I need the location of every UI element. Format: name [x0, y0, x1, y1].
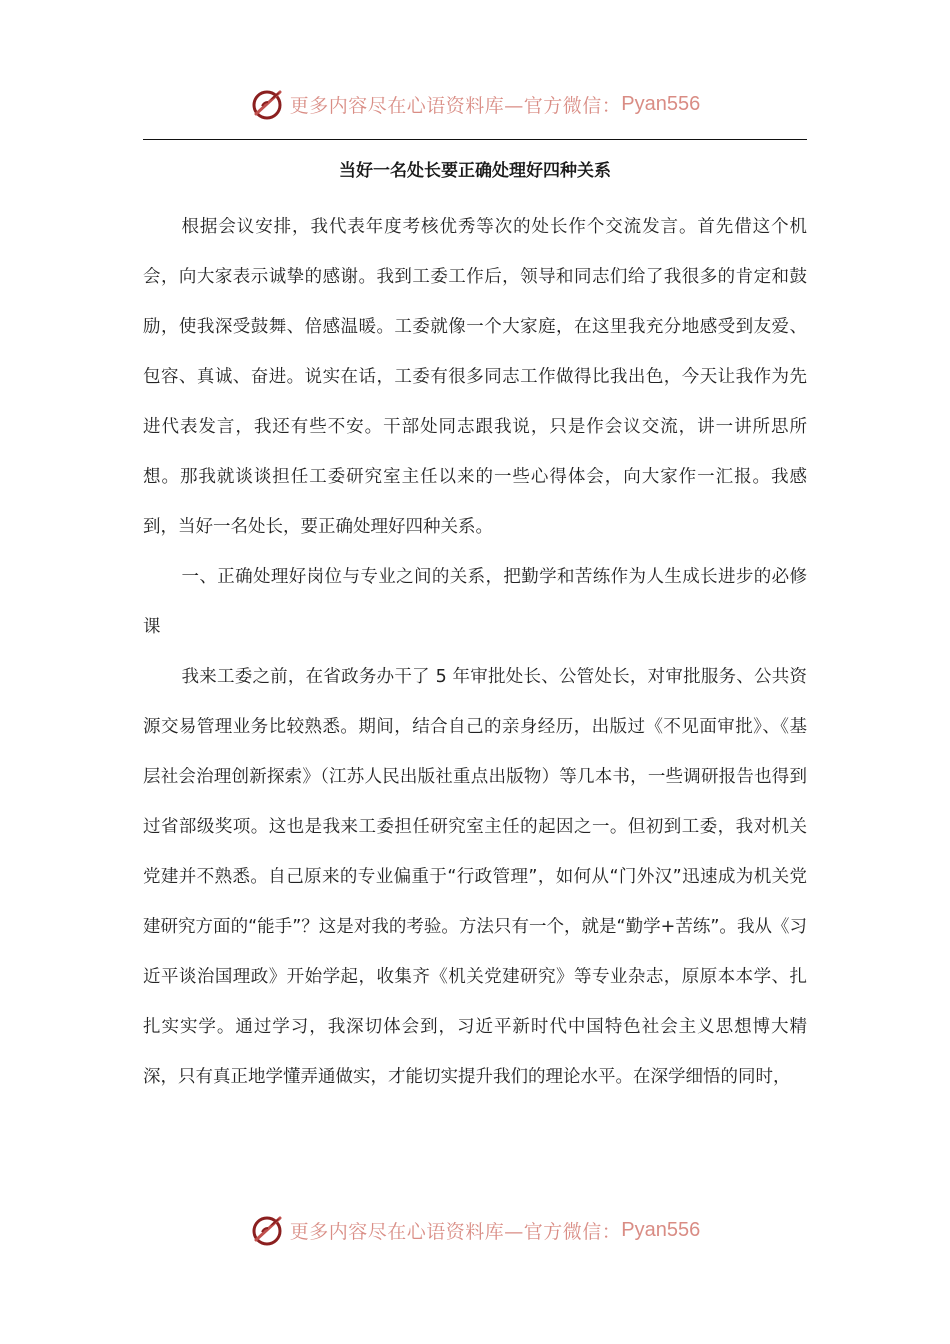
header-banner — [0, 82, 950, 126]
quill-pen-logo-icon — [250, 1212, 286, 1248]
footer-banner — [0, 1208, 950, 1252]
header-banner-text: 更多内容尽在心语资料库—官方微信： — [289, 94, 622, 117]
quill-pen-logo-icon — [250, 86, 286, 122]
document-title: 当好一名处长要正确处理好四种关系 — [339, 161, 611, 181]
footer-wechat-id: Pyan556 — [621, 1218, 701, 1241]
header-wechat-id: Pyan556 — [621, 92, 701, 115]
section-heading-1: 一、正确处理好岗位与专业之间的关系，把勤学和苦练作为人生成长进步的必修课 — [143, 567, 807, 637]
document-body — [143, 202, 807, 1102]
footer-banner-text: 更多内容尽在心语资料库—官方微信： — [289, 1220, 622, 1243]
paragraph-intro: 根据会议安排，我代表年度考核优秀等次的处长作个交流发言。首先借这个机会，向大家表示诚挚的感谢。我到工委工作后，领导和同志们给了我很多的肯定和鼓励，使我深受鼓舞、倍感温暖。工委就像一个大家庭，在这里我充分地感受到友爱、包容、真诚、奋进。说实在话，工委有很多同志工作做得比我出色，今天让我作为先进代表发言，我还有些不安。干部处同志跟我说，只是作会议交流，讲一讲所思所想。那我就谈谈担任工委研究室主任以来的一些心得体会，向大家作一汇报。我感到，当好一名处长，要正确处理好四种关系。 — [143, 217, 807, 537]
header-divider — [143, 139, 807, 140]
paragraph-section-1: 我来工委之前，在省政务办干了 5 年审批处长、公管处长，对审批服务、公共资源交易管理业务比较熟悉。期间，结合自己的亲身经历，出版过《不见面审批》、《基层社会治理创新探索》（江苏人民出版社重点出版物）等几本书，一些调研报告也得到过省部级奖项。这也是我来工委担任研究室主任的起因之一。但初到工委，我对机关党建并不熟悉。自己原来的专业偏重于“行政管理”，如何从“门外汉”迅速成为机关党建研究方面的“能手”？这是对我的考验。方法只有一个，就是“勤学+苦练”。我从《习近平谈治国理政》开始学起，收集齐《机关党建研究》等专业杂志，原原本本学、扎扎实实学。通过学习，我深切体会到，习近平新时代中国特色社会主义思想博大精深，只有真正地学懂弄通做实，才能切实提升我们的理论水平。在深学细悟的同时， — [143, 667, 807, 1087]
